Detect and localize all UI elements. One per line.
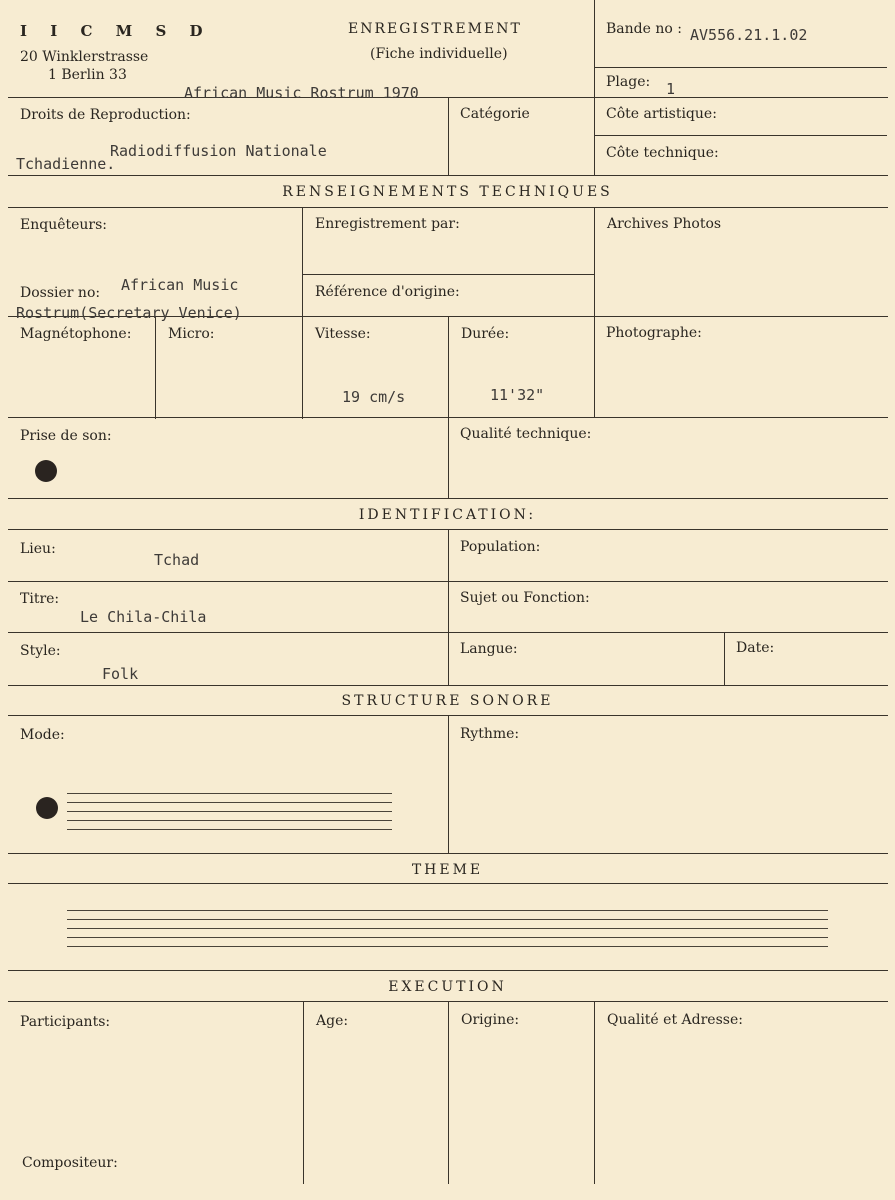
address-city: 1 Berlin 33	[48, 67, 127, 83]
institute-logo: I I C M S D	[20, 22, 212, 40]
lieu-value: Tchad	[154, 551, 200, 569]
plage-label: Plage:	[606, 74, 651, 90]
vitesse-label: Vitesse:	[315, 326, 371, 342]
prise-de-son-label: Prise de son:	[20, 428, 112, 444]
style-label: Style:	[20, 643, 61, 659]
dossier-label: Dossier no:	[20, 285, 101, 301]
participants-label: Participants:	[20, 1014, 111, 1030]
droits-value-1: Radiodiffusion Nationale	[110, 142, 327, 160]
lieu-label: Lieu:	[20, 541, 56, 557]
plage-value: 1	[666, 80, 676, 98]
date-label: Date:	[736, 640, 775, 656]
dossier-value-2: Rostrum(Secretary Venice)	[16, 304, 242, 322]
section-identification-title: IDENTIFICATION:	[358, 507, 537, 523]
duree-value: 11'32"	[490, 386, 545, 404]
section-execution-title: EXECUTION	[388, 979, 507, 995]
droits-label: Droits de Reproduction:	[20, 107, 191, 123]
address-street: 20 Winklerstrasse	[20, 49, 149, 65]
sujet-fonction-label: Sujet ou Fonction:	[460, 590, 590, 606]
age-label: Age:	[316, 1013, 349, 1029]
compositeur-label: Compositeur:	[22, 1155, 118, 1171]
langue-label: Langue:	[460, 641, 518, 657]
cote-technique-label: Côte technique:	[606, 145, 719, 161]
vitesse-value: 19 cm/s	[342, 388, 406, 406]
archives-photos-label: Archives Photos	[607, 216, 722, 232]
qualite-adresse-label: Qualité et Adresse:	[607, 1012, 743, 1028]
magnetophone-label: Magnétophone:	[20, 326, 132, 342]
section-theme-title: THEME	[411, 862, 484, 878]
dossier-value-1: African Music	[121, 276, 239, 294]
bande-label: Bande no :	[606, 21, 682, 37]
enqueteurs-label: Enquêteurs:	[20, 217, 108, 233]
punch-hole-dot-2	[36, 797, 58, 819]
form-title: ENREGISTREMENT	[348, 21, 522, 37]
punch-hole-dot	[35, 460, 57, 482]
section-technique-title: RENSEIGNEMENTS TECHNIQUES	[282, 184, 613, 200]
titre-label: Titre:	[20, 591, 60, 607]
style-value: Folk	[102, 665, 139, 683]
duree-label: Durée:	[461, 326, 510, 342]
photographe-label: Photographe:	[606, 325, 702, 341]
rythme-label: Rythme:	[460, 726, 520, 742]
qualite-technique-label: Qualité technique:	[460, 426, 592, 442]
form-subtitle: (Fiche individuelle)	[370, 46, 508, 62]
categorie-label: Catégorie	[460, 106, 530, 122]
titre-value: Le Chila-Chila	[80, 608, 207, 626]
section-structure-title: STRUCTURE SONORE	[341, 693, 554, 709]
micro-label: Micro:	[168, 326, 215, 342]
reference-origine-label: Référence d'origine:	[315, 284, 460, 300]
mode-label: Mode:	[20, 727, 65, 743]
enregistrement-par-label: Enregistrement par:	[315, 216, 460, 232]
population-label: Population:	[460, 539, 541, 555]
origine-label: Origine:	[461, 1012, 520, 1028]
cote-artistique-label: Côte artistique:	[606, 106, 717, 122]
bande-value: AV556.21.1.02	[690, 26, 808, 44]
collection-typed: African Music Rostrum 1970	[184, 84, 419, 102]
droits-value-2: Tchadienne.	[16, 155, 116, 173]
